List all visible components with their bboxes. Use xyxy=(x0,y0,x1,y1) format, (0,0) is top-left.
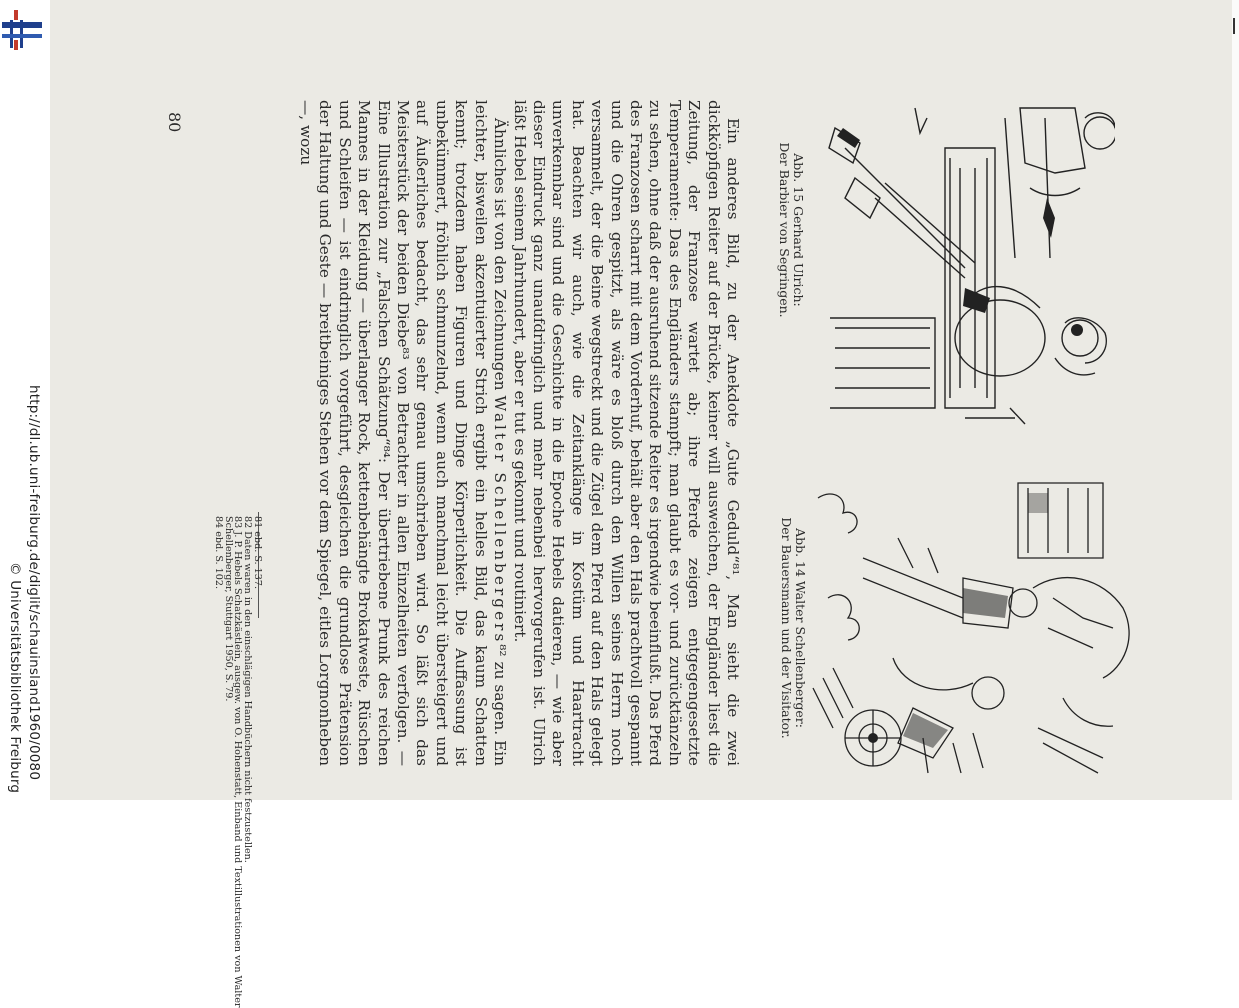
paragraph-2-start: Ähnliches ist von den Zeichnungen xyxy=(491,118,510,391)
page-number: 80 xyxy=(165,112,184,133)
viewer-sidebar xyxy=(0,0,50,800)
paragraph-1: Ein anderes Bild, zu der Anekdote „Gute Geduld“⁸¹, Man sieht die zwei dickköpfigen Reiter auf der Brücke, keiner will ausweichen, der Engländer liest die Zeitung, der Franzose wartet ab; ihre Pferde zeigen entgegengesetzte Temperamente: Das des Engländers stampft; man glaubt es vor- und zurücktänzeln zu sehen, ohne daß der ausruhend sitzende Reiter es irgendwie beeinflußt. Das Pferd des Franzosen scharrt mit dem Vorderhuf, behält aber den Hals prachtvoll gespannt und die Ohren gespitzt, als wäre es bloß durch den Willen seines Herrn noch versammelt, der die Beine wegstreckt und die Zügel dem Pferd auf den Hals gelegt hat. Beachten wir auch, wie die Zeitanklänge in Kostüm und Haartracht unverkennbar sind und die Geschichte in die Epoche Hebels datieren, — wie aber dieser Eindruck ganz unaufdringlich und mehr nebenbei hervorgerufen ist. Ulrich läßt Hebel seinem Jahrhundert, aber er tut es gekonnt und routiniert. xyxy=(510,100,742,766)
caption-14-line1: Abb. 14 Walter Schellenberger: xyxy=(793,528,808,728)
page-edge xyxy=(1232,0,1239,800)
artist-name: Walter Schellenbergers xyxy=(491,395,510,645)
edge-mark xyxy=(1233,18,1235,34)
body-text xyxy=(296,100,742,766)
footnote-84: 84 ebd. S. 102. xyxy=(212,516,224,590)
caption-14-line2: Der Bauersmann und der Visitator. xyxy=(779,517,794,739)
footnote-83 xyxy=(233,516,243,744)
paragraph-2-rest: ⁸² zu sagen. Ein leichter, bisweilen akzentuierter Strich ergibt ein helles Bild, das kaum Schatten kennt; trotzdem haben Figuren und Dinge Körperlichkeit. Die Auffassung ist unbekümmert, fröhlich schmunzelnd, wenn auch manchmal leicht übersteigert und auf Äußerliches bedacht, das sehr genau umschrieben wird. So läßt sich das Meisterstück der beiden Diebe⁸³ von Betrachter in allen Einzelheiten verfolgen. — Eine Illustration zur „Falschen Schätzung“⁸⁴: Der übertriebene Prunk des reichen Mannes in der Kleidung — überlanger Rock, kettenbehängte Brokatweste, Rüschen und Schleifen — ist eindringlich vorgeführt, desgleichen die grundlose Prätension der Haltung und Geste — breitbeiniges Stehen vor dem Spiegel, eitles Lorgnonheben —, wozu xyxy=(297,100,510,766)
figure-caption-15 xyxy=(777,130,805,330)
illustration-barber xyxy=(815,88,1115,425)
source-url[interactable]: http://dl.ub.uni-freiburg.de/diglit/schauinsland1960/0080 xyxy=(26,385,42,781)
caption-15-line1: Abb. 15 Gerhard Ulrich: xyxy=(791,153,806,307)
illustration-farmer xyxy=(803,478,1141,780)
university-library-freiburg-logo[interactable] xyxy=(2,8,42,50)
copyright-notice: © Universitätsbibliothek Freiburg xyxy=(7,562,23,794)
footnote-81: 81 ebd. S. 137. xyxy=(252,516,263,590)
footnote-82: 82 Daten waren in den einschlägigen Handbüchern nicht festzustellen. xyxy=(242,516,254,863)
footnotes xyxy=(212,516,263,863)
footnote-83-cont: Schellenberger, Stuttgart 1950, S. 79. xyxy=(222,516,234,702)
figure-caption-14 xyxy=(779,508,807,748)
paragraph-2 xyxy=(296,100,509,766)
caption-15-line2: Der Barbier von Segringen. xyxy=(777,142,792,318)
